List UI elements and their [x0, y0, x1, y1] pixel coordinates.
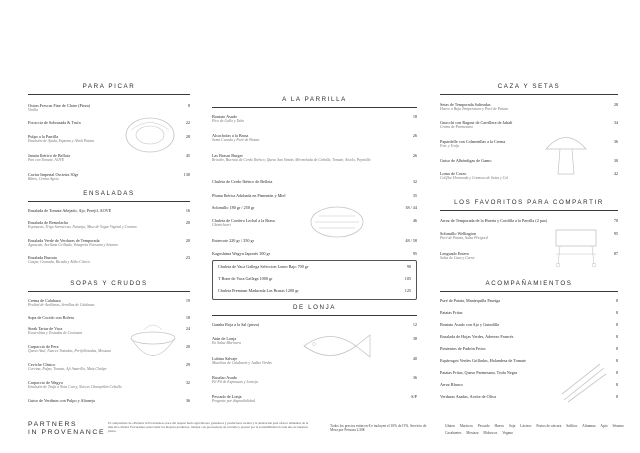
menu-item: Chuleta de Cordero Lechal a la Brasa Chimichurri 46: [212, 218, 417, 227]
menu-item: Gnocchi con Ragout de Carrillera de Jabalí Crema de Parmesano 34: [440, 120, 618, 129]
menu-item: Gamba Roja a la Sal (pieza) 12: [212, 322, 417, 327]
asparagus-sketch-icon: [560, 360, 608, 405]
menu-item: Caviar Imperial Oscietra 30gr Blinis, Crema Agria 130: [28, 172, 190, 181]
menu-item: Jamón Ibérico de Bellota Pan con Tomate, AOVE 45: [28, 153, 190, 162]
oyster-sketch-icon: [123, 110, 178, 160]
menu-item: Papardelle con Colmenillas a la Crema Foie y Trufa 36: [440, 139, 618, 148]
legend-huevo: Huevo: [494, 424, 505, 428]
menu-item: Alcachofas a la Brasa Sema Curada y Puré de Patata 26: [212, 133, 417, 142]
section-title-sopas-y-crudos: SOPAS Y CRUDOS: [70, 280, 148, 287]
section-rule: [28, 94, 190, 95]
menu-item: Ostras Frescas Fine de Claire (Pieza) Vinilla 8: [28, 103, 190, 112]
legend-mariscos: Mariscos: [459, 424, 473, 428]
menu-item: Chuleta Premium Madurada Las Brasas 1200 gr 125: [218, 288, 411, 293]
menu-item: Ensalada Burrata Cuajar, Granada, Bicada y Aliño Cítrico 23: [28, 255, 190, 264]
menu-item: Guiso de Albóndigas de Gamo 30: [440, 158, 618, 163]
legend-sulfitos: Sulfitos: [566, 424, 578, 428]
section-rule: [440, 94, 618, 95]
section-title-caza-y-setas: CAZA Y SETAS: [497, 83, 561, 90]
legend-moluscos: Moluscos: [483, 431, 498, 435]
menu-item: Chuleta de Cerdo Ibérico de Bellota 32: [212, 179, 417, 184]
section-rule: [440, 210, 618, 211]
menu-item: Ensalada de Remolacha Espinacas, Trigo Sarraceno, Naranja, Miso de Yogur Vegetal y Comino 20: [28, 220, 190, 229]
menu-item: Steak Tartar de Vaca Escarolitas y Tostadas de Croissant 24: [28, 326, 190, 335]
legend-frutos: Frutos de cáscara: [536, 424, 562, 428]
menu-item: T Bone de Vaca Gallega 1000 gr 105: [218, 276, 411, 281]
menu-item: Atún de Lonja En Salsa Marinera 38: [212, 336, 417, 345]
menu-item: Bacalao Asado Pil Pil de Espinacas y Lenteja 36: [212, 375, 417, 384]
legend-cacahuetes: Cacahuetes: [445, 431, 462, 435]
menu-item: Arroz Blanco 8: [440, 382, 618, 387]
left-column: [28, 0, 190, 453]
section-rule: [28, 291, 190, 292]
menu-item: Carpaccio de Pera Queso Azul, Nueces Tostadas, Perifollotadas, Mostaza 20: [28, 344, 190, 353]
fish-sketch-icon: [300, 325, 372, 367]
menu-item: Chuleta de Vaca Gallega Seleccion Lomo Bajo 700 gr 90: [218, 264, 411, 269]
bowl-sketch-icon: [126, 318, 181, 373]
legend-altramuz: Altramuz: [582, 424, 596, 428]
menu-item: Setas de Temporada Salteadas Huevo a Baja Temperatura y Puré de Patata 28: [440, 102, 618, 111]
legend-gluten: Gluten: [445, 424, 455, 428]
menu-item: Carpaccio de Wagyu Emulsión de Trufa a Nota Curry, Nueces Champiñón Cebolla 32: [28, 380, 190, 389]
menu-item: Solomillo Wellington Puré de Patata, Salsa Périgord 95: [440, 231, 618, 240]
menu-item: Focaccia de Sobrasada & Trufa 22: [28, 120, 190, 125]
section-title-para-picar: PARA PICAR: [82, 83, 136, 90]
grill-cart-sketch-icon: [548, 222, 604, 268]
menu-item: Lenguado Entero Salsa de Caza y Carne 87: [440, 251, 618, 260]
menu-item: Sopa de Cocido con Bolera 18: [28, 315, 190, 320]
legend-soja: Soja: [508, 424, 516, 428]
legend-sesamo: Sésamo: [612, 424, 624, 428]
legend-lacteos: Lácteos: [520, 424, 532, 428]
menu-item: Ceviche Clásico Corvina, Pulpo, Tomate, Ají Amarillo, Maíz Chulpe 29: [28, 362, 190, 371]
mushroom-sketch-icon: [540, 124, 592, 179]
menu-item: Pulpo a la Parrilla Emulsión de Ajada, Espuma y Alioli Patata 28: [28, 134, 190, 143]
menu-item: Arroz de Temporada de la Huerta y Cordilla a la Parrilla (2 pax) 70: [440, 218, 618, 223]
menu-item: Lubina Salvaje Muselina de Calabacín y Judías Verdes 40: [212, 356, 417, 365]
tax-note: Todos los precios están en € e incluyen el 10% de IVA. Servicio de Mesa por Persona 2,50€: [330, 424, 427, 433]
legend-pescado: Pescado: [477, 424, 490, 428]
middle-column: [212, 0, 417, 453]
menu-item: Guiso de Verdinas con Pulpo y Alioneja 36: [28, 398, 190, 403]
section-title-de-lonja: DE LONJA: [292, 304, 337, 311]
menu-item: Ensalada de Tomate Añejado, Ajo, Perejil, AOVE 16: [28, 208, 190, 213]
section-rule: [28, 201, 190, 202]
menu-item: Boniato Asado con Ajo y Guindilla 8: [440, 322, 618, 327]
legend-apio: Apio: [600, 424, 608, 428]
section-title-ensaladas: ENSALADAS: [83, 190, 135, 197]
menu-item: Kagoshima Wagyu Japonés 100 gr 95: [212, 251, 417, 256]
menu-item: Crema de Calabaza Praliné de Avellanas, Semillas de Calabaza 19: [28, 298, 190, 307]
right-column: [440, 0, 618, 453]
menu-item: Entrecote 220 gr / 350 gr 48 / 58: [212, 238, 417, 243]
menu-item: Boniato Asado Pico de Gallo y Tabo 18: [212, 114, 417, 123]
allergen-legend: [445, 423, 630, 437]
menu-item: Patatas Fritas 8: [440, 310, 618, 315]
section-rule: [440, 291, 618, 292]
brand-logo: PARTNERS IN PROVENANCE: [28, 421, 106, 436]
menu-item: Pescado de Lonja Pregunte por disponibilidad S/P: [212, 394, 417, 403]
menu-item: Pimientos de Padrón Fritos 8: [440, 346, 618, 351]
section-title-acompanamientos: ACOMPAÑAMIENTOS: [485, 280, 573, 287]
section-title-favoritos-compartir: LOS FAVORITOS PARA COMPARTIR: [454, 199, 604, 206]
menu-item: Solomillo 180 gr / 250 gr 38 / 44: [212, 205, 417, 210]
menu-item: Pluma Ibérica Adobada en Pimentón y Miel 35: [212, 193, 417, 198]
legend-vegano: Vegano: [502, 431, 513, 435]
provenance-note: El compromiso de «Partners in Provenance» nace del respeto hacia agricultores, ganaderos y productores locales y la dedicación para ofrecer alimentos de la más alta calidad. Procuramos seleccionar los mejores productos, trabajar con proveedores de cercanía y apostar por la sostenibilidad en cada uno de nuestros platos.: [108, 421, 309, 433]
grill-sketch-icon: [307, 200, 367, 245]
menu-item: Ensalada de Hojas Verdes, Aderezo Francés 8: [440, 334, 618, 339]
menu-item: Espárragos Verdes Grillados, Holandesa de Tomate 8: [440, 358, 618, 363]
section-rule: [212, 315, 417, 316]
menu-item: Las Brasas Burger Brioche, Burrata de Cerdo Ibérico, Queso San Simón, Mermelada de Cebolla, Tomate, Aisolo, Pepinillo 26: [212, 153, 417, 162]
menu-item: Puré de Patata, Mantequilla Paseiga 8: [440, 298, 618, 303]
legend-mostaza: Mostaza: [466, 431, 479, 435]
menu-item: Ensalada Verde de Verduras de Temporada Aguacate, Avellana Grillada, Vinagreta Fitosana y Sésamo 20: [28, 238, 190, 247]
menu-item: Lomo de Corzo Coliflor Horneada y Cremoso de Setas y Col 42: [440, 171, 618, 180]
menu-item: Verduras Asadas, Aceite de Oliva 8: [440, 394, 618, 399]
section-title-a-la-parrilla: A LA PARRILLA: [282, 96, 347, 103]
menu-item: Patatas Fritas, Queso Parmesano, Trufa Negra 8: [440, 370, 618, 375]
section-rule: [212, 107, 417, 108]
